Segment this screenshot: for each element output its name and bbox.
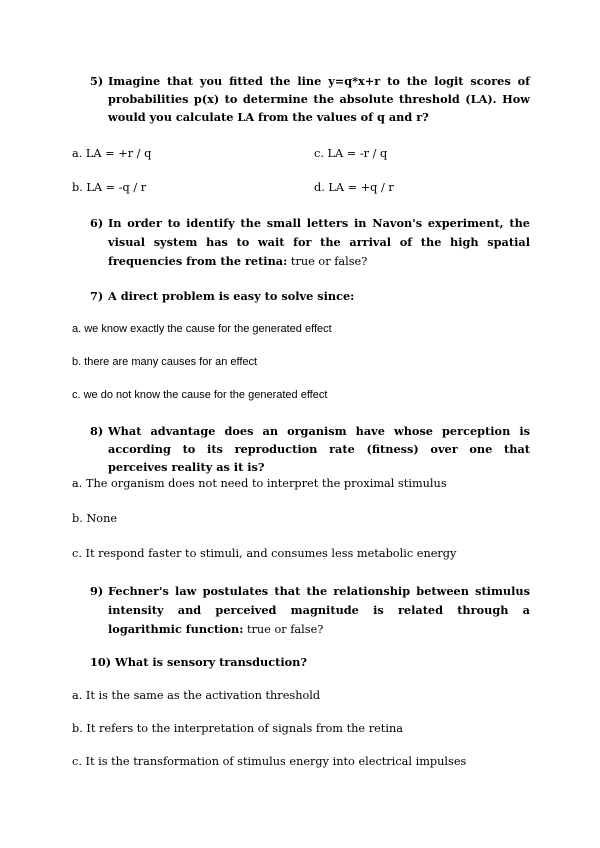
question-5-option-b: b. LA = -q / r [72, 181, 147, 194]
question-5 [90, 72, 530, 126]
question-10 [90, 653, 307, 671]
question-6-text: In order to identify the small letters in Navon's experiment, the visual system has to wait for the arrival of the high spatial frequencies from the retina: [108, 216, 530, 268]
question-10-option-b: b. It refers to the interpretation of signals from the retina [72, 722, 403, 735]
question-6 [90, 214, 530, 271]
question-9-text: Fechner's law postulates that the relationship between stimulus intensity and perceived magnitude is related through a logarithmic function: [108, 584, 530, 636]
question-7-option-a: a. we know exactly the cause for the generated effect [72, 323, 332, 335]
question-9-answer-prompt: true or false? [243, 623, 324, 636]
question-9 [90, 582, 530, 639]
question-8-number: 8) [90, 424, 104, 438]
question-8-option-c: c. It respond faster to stimuli, and consumes less metabolic energy [72, 547, 457, 560]
question-5-number: 5) [90, 74, 104, 88]
question-8 [90, 422, 530, 476]
question-7-number: 7) [90, 289, 104, 303]
question-7 [90, 287, 530, 305]
question-5-option-a: a. LA = +r / q [72, 147, 152, 160]
question-10-option-a: a. It is the same as the activation threshold [72, 689, 321, 702]
question-10-option-c: c. It is the transformation of stimulus energy into electrical impulses [72, 755, 467, 768]
question-9-number: 9) [90, 584, 104, 598]
question-5-text: Imagine that you fitted the line y=q*x+r to the logit scores of probabilities p(x) to determine the absolute threshold (LA). How would you calculate LA from the values of q and r? [108, 74, 530, 124]
question-7-option-c: c. we do not know the cause for the generated effect [72, 389, 328, 401]
question-10-text: What is sensory transduction? [115, 655, 308, 669]
question-7-option-b: b. there are many causes for an effect [72, 356, 258, 368]
question-7-text: A direct problem is easy to solve since: [108, 289, 355, 303]
question-5-option-c: c. LA = -r / q [314, 147, 388, 160]
question-6-answer-prompt: true or false? [287, 255, 368, 268]
question-10-number: 10) [90, 655, 112, 669]
question-8-option-a: a. The organism does not need to interpret the proximal stimulus [72, 477, 447, 490]
question-6-number: 6) [90, 216, 104, 230]
question-8-text: What advantage does an organism have whose perception is according to its reproduction rate (fitness) over one that perceives reality as it is? [108, 424, 530, 474]
question-5-option-d: d. LA = +q / r [314, 181, 394, 194]
question-8-option-b: b. None [72, 512, 118, 525]
